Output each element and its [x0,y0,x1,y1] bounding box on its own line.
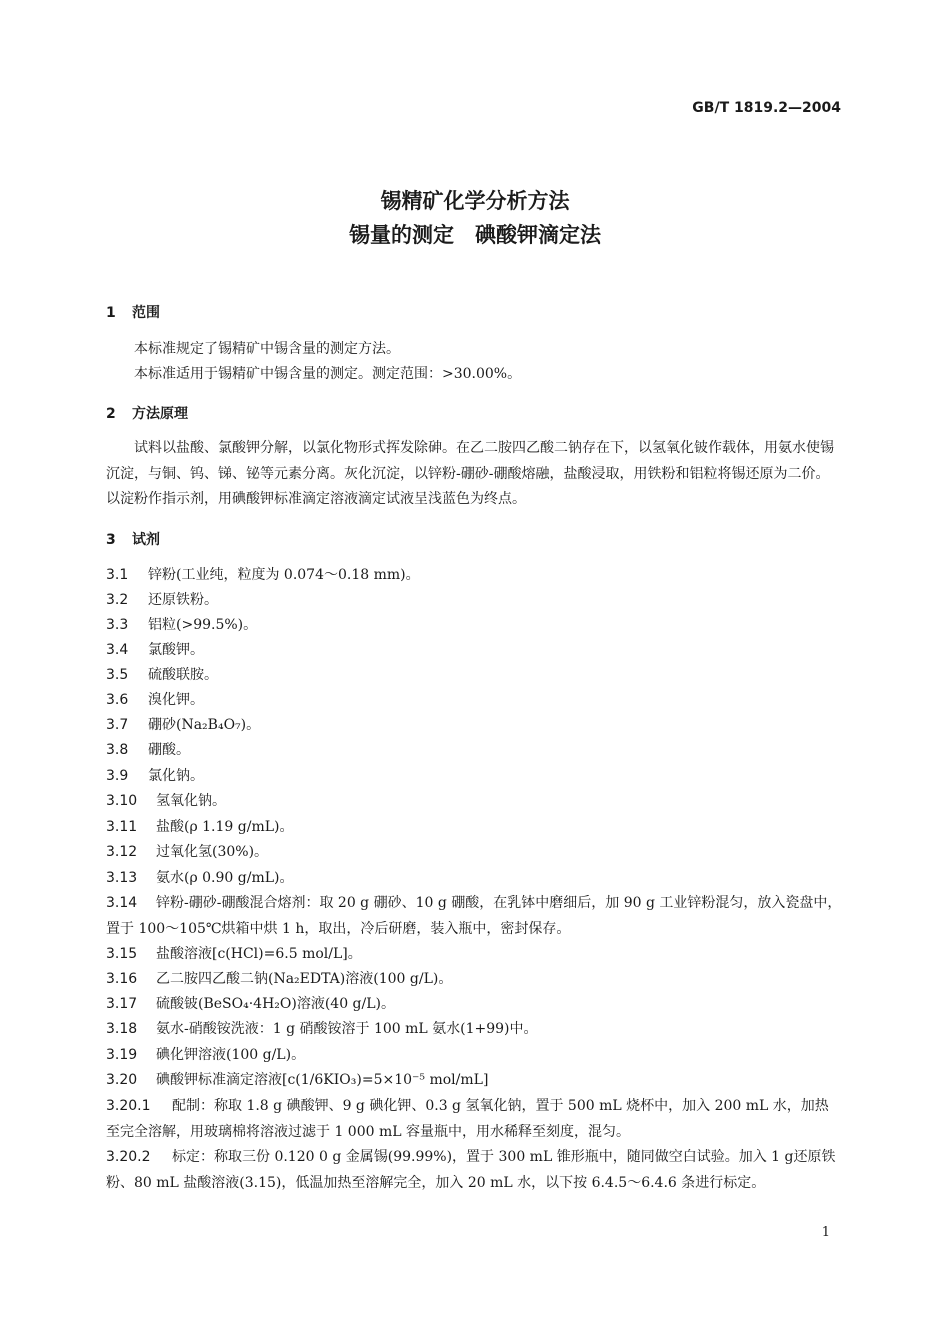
item-text: 盐酸溶液[c(HCl)=6.5 mol/L]。 [156,946,362,962]
reagent-item [106,840,842,866]
reagent-item [106,789,842,815]
item-number: 3.18 [106,1021,138,1037]
reagent-item [106,588,842,614]
item-number: 3.17 [106,996,138,1012]
reagent-item [106,1094,842,1145]
item-number: 3.1 [106,567,129,583]
reagent-item [106,638,842,664]
reagent-item [106,1068,842,1094]
reagent-item [106,1017,842,1043]
item-text: 锌粉(工业纯，粒度为 0.074～0.18 mm)。 [148,567,420,583]
item-text: 硼酸。 [148,742,190,758]
reagent-item [106,563,842,589]
item-number: 3.20.1 [106,1098,151,1114]
item-number: 3.7 [106,717,129,733]
item-text: 硫酸铍(BeSO₄·4H₂O)溶液(40 g/L)。 [156,996,395,1012]
item-number: 3.19 [106,1047,138,1063]
item-text: 氨水-硝酸铵洗液：1 g 硝酸铵溶于 100 mL 氨水(1+99)中。 [156,1021,538,1037]
item-number: 3.16 [106,971,138,987]
item-number: 3.6 [106,692,129,708]
item-number: 3.4 [106,642,129,658]
item-number: 3.10 [106,793,138,809]
item-text: 碘酸钾标准滴定溶液[c(1/6KIO₃)=5×10⁻⁵ mol/mL] [156,1072,489,1088]
item-number: 3.5 [106,667,129,683]
section-number: 1 [106,305,116,321]
item-text: 标定：称取三份 0.120 0 g 金属锡(99.99%)，置于 300 mL 锥形瓶中，随同做空白试验。加入 1 g还原铁粉、80 mL 盐酸溶液(3.15)，低温加热至溶解完全，加入 20 mL 水，以下按 6.4.5～6.4.6 条进行标定。 [106,1149,836,1191]
standard-code: GB/T 1819.2—2004 [692,100,841,116]
reagent-item [106,764,842,790]
reagent-item [106,815,842,841]
reagent-item [106,663,842,689]
section-3-heading [106,529,160,549]
reagent-item [106,1145,842,1196]
item-text: 氨水(ρ 0.90 g/mL)。 [156,870,294,886]
reagent-item [106,738,842,764]
document-title-line1: 锡精矿化学分析方法 [380,189,570,213]
item-text: 盐酸(ρ 1.19 g/mL)。 [156,819,294,835]
item-text: 碘化钾溶液(100 g/L)。 [156,1047,306,1063]
reagent-item [106,942,842,968]
reagent-item [106,891,842,942]
item-number: 3.3 [106,617,129,633]
item-text: 氯化钠。 [148,768,204,784]
item-number: 3.15 [106,946,138,962]
item-number: 3.14 [106,895,138,911]
item-number: 3.20.2 [106,1149,151,1165]
reagent-item [106,866,842,892]
item-text: 氯酸钾。 [148,642,204,658]
item-number: 3.13 [106,870,138,886]
section-1-paragraph-2: 本标准适用于锡精矿中锡含量的测定。测定范围：>30.00%。 [134,366,522,382]
reagent-item [106,992,842,1018]
item-number: 3.11 [106,819,138,835]
page-number: 1 [821,1225,830,1240]
item-number: 3.9 [106,768,129,784]
item-text: 配制：称取 1.8 g 碘酸钾、9 g 碘化钾、0.3 g 氢氧化钠，置于 500 mL 烧杯中，加入 200 mL 水，加热至完全溶解，用玻璃棉将溶液过滤于 1 000 mL 容量瓶中，用水稀释至刻度，混匀。 [106,1098,829,1140]
reagent-item [106,613,842,639]
reagent-item [106,688,842,714]
section-number: 2 [106,406,116,422]
reagent-item [106,1043,842,1069]
section-title: 方法原理 [132,406,188,422]
item-number: 3.2 [106,592,129,608]
section-title: 范围 [132,305,160,321]
item-text: 过氧化氢(30%)。 [156,844,269,860]
item-text: 锌粉-硼砂-硼酸混合熔剂：取 20 g 硼砂、10 g 硼酸，在乳钵中磨细后，加 90 g 工业锌粉混匀，放入瓷盘中，置于 100～105℃烘箱中烘 1 h，取出，冷后研磨，装入瓶中，密封保存。 [106,895,842,937]
section-1-heading [106,302,160,322]
document-title-line2: 锡量的测定 碘酸钾滴定法 [349,223,601,247]
item-text: 还原铁粉。 [148,592,218,608]
section-number: 3 [106,532,116,548]
item-number: 3.20 [106,1072,138,1088]
item-text: 铝粒(>99.5%)。 [148,617,258,633]
item-text: 氢氧化钠。 [156,793,226,809]
item-text: 乙二胺四乙酸二钠(Na₂EDTA)溶液(100 g/L)。 [156,971,453,987]
item-text: 硫酸联胺。 [148,667,218,683]
item-number: 3.8 [106,742,129,758]
item-text: 溴化钾。 [148,692,204,708]
section-title: 试剂 [132,532,160,548]
reagent-item [106,967,842,993]
section-1-paragraph-1: 本标准规定了锡精矿中锡含量的测定方法。 [134,341,400,357]
section-2-heading [106,403,188,423]
reagent-item [106,713,842,739]
item-number: 3.12 [106,844,138,860]
item-text: 硼砂(Na₂B₄O₇)。 [148,717,261,733]
section-2-paragraph: 试料以盐酸、氯酸钾分解，以氯化物形式挥发除砷。在乙二胺四乙酸二钠存在下，以氢氧化铍作载体，用氨水使锡沉淀，与铜、钨、锑、铋等元素分离。灰化沉淀，以锌粉-硼砂-硼酸熔融，盐酸浸取，用铁粉和铝粒将锡还原为二价。以淀粉作指示剂，用碘酸钾标准滴定溶液滴定试液呈浅蓝色为终点。 [106,440,834,507]
